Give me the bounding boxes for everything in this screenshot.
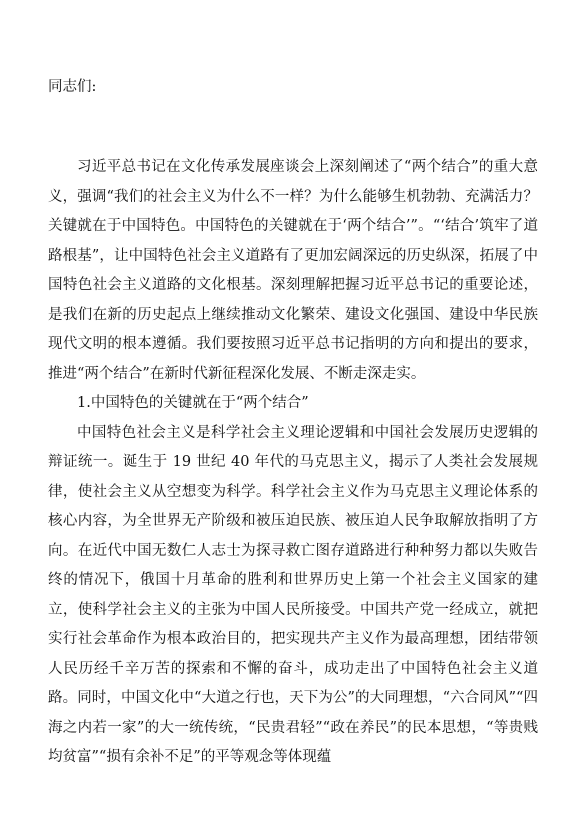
section-heading: 1.中国特色的关键就在于“两个结合” bbox=[77, 395, 309, 411]
document-body bbox=[48, 153, 538, 773]
paragraph-section-1: 中国特色社会主义是科学社会主义理论逻辑和中国社会发展历史逻辑的辩证统一。诞生于 19 世纪 40 年代的马克思主义，揭示了人类社会发展规律，使社会主义从空想变为科学。科学社会主义作为马克思主义理论体系的核心内容，为全世界无产阶级和被压迫民族、被压迫人民争取解放指明了方向。在近代中国无数仁人志士为探寻救亡图存道路进行种种努力都以失败告终的情况下，俄国十月革命的胜利和世界历史上第一个社会主义国家的建立，使科学社会主义的主张为中国人民所接受。中国共产党一经成立，就把实行社会革命作为根本政治目的，把实现共产主义作为最高理想，团结带领人民历经千辛万苦的探索和不懈的奋斗，成功走出了中国特色社会主义道路。同时，中国文化中“大道之行也，天下为公”的大同理想，“六合同风”“四海之内若一家”的大一统传统，“民贵君轻”“政在养民”的民本思想，“等贵贱均贫富”“损有余补不足”的平等观念等体现蕴 bbox=[48, 424, 538, 765]
salutation: 同志们: bbox=[48, 79, 97, 95]
paragraph-intro: 习近平总书记在文化传承发展座谈会上深刻阐述了“两个结合”的重大意义，强调“我们的社会主义为什么不一样？为什么能够生机勃勃、充满活力？关键就在于中国特色。中国特色的关键就在于‘两个结合’”。“‘结合’筑牢了道路根基”，让中国特色社会主义道路有了更加宏阔深远的历史纵深，拓展了中国特色社会主义道路的文化根基。深刻理解把握习近平总书记的重要论述，是我们在新的历史起点上继续推动文化繁荣、建设文化强国、建设中华民族现代文明的根本遵循。我们要按照习近平总书记指明的方向和提出的要求，推进“两个结合”在新时代新征程深化发展、不断走深走实。 bbox=[48, 159, 538, 382]
